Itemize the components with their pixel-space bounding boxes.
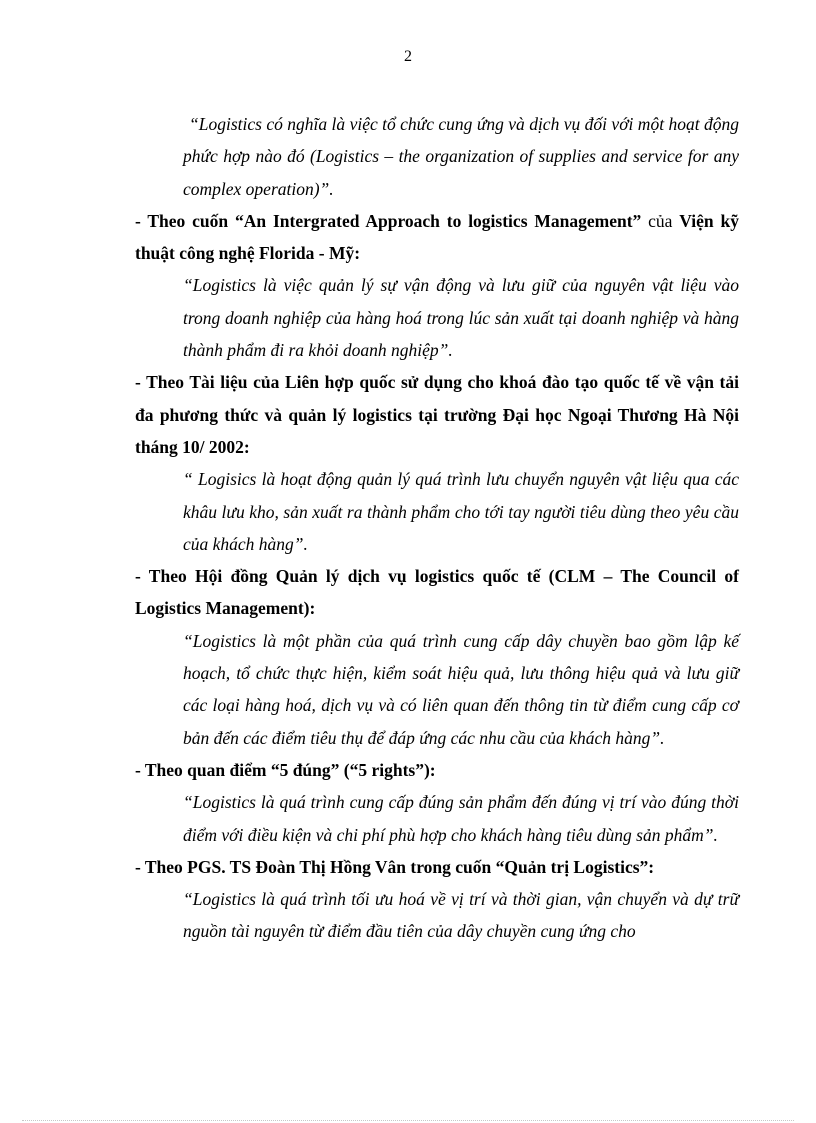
heading-florida-connector: của — [641, 210, 680, 231]
heading-5-rights: - Theo quan điểm “5 đúng” (“5 rights”): — [135, 759, 436, 780]
quote-definition-1: “Logistics có nghĩa là việc tổ chức cung ứng và dịch vụ đối với một hoạt động phức hợp nào đó (Logistics – the organization of supplies and service for any complex operation)”. — [183, 114, 739, 199]
heading-clm: - Theo Hội đồng Quản lý dịch vụ logistics quốc tế (CLM – The Council of Logistics Management): — [135, 566, 739, 619]
document-body — [135, 108, 739, 948]
quote-definition-3: “ Logisics là hoạt động quản lý quá trình lưu chuyển nguyên vật liệu qua các khâu lưu kho, sản xuất ra thành phẩm cho tới tay người tiêu dùng theo yêu cầu của khách hàng”. — [183, 469, 739, 554]
page-bottom-divider — [22, 1120, 794, 1121]
heading-florida-source: Viện kỹ thuật công nghệ Florida - Mỹ: — [135, 210, 739, 264]
quote-definition-5: “Logistics là quá trình cung cấp đúng sản phẩm đến đúng vị trí vào đúng thời điểm với điều kiện và chi phí phù hợp cho khách hàng tiêu dùng sản phẩm”. — [183, 792, 739, 845]
quote-definition-2: “Logistics là việc quản lý sự vận động và lưu giữ của nguyên vật liệu vào trong doanh nghiệp của hàng hoá trong lúc sản xuất tại doanh nghiệp và hàng thành phẩm đi ra khỏi doanh nghiệp”. — [183, 275, 739, 361]
quote-definition-6: “Logistics là quá trình tối ưu hoá về vị trí và thời gian, vận chuyển và dự trữ nguồn tài nguyên từ điểm đầu tiên của dây chuyền cung ứng cho — [183, 889, 739, 942]
heading-florida-institute — [135, 205, 739, 270]
heading-united-nations: - Theo Tài liệu của Liên hợp quốc sử dụng cho khoá đào tạo quốc tế về vận tải đa phương thức và quản lý logistics tại trường Đại học Ngoại Thương Hà Nội tháng 10/ 2002: — [135, 372, 739, 457]
page-number: 2 — [404, 48, 412, 65]
quote-definition-4: “Logistics là một phần của quá trình cung cấp dây chuyền bao gồm lập kế hoạch, tổ chức thực hiện, kiểm soát hiệu quả, lưu thông hiệu quả và lưu giữ các loại hàng hoá, dịch vụ và có liên quan đến thông tin từ điểm cung cấp cơ bản đến các điểm tiêu thụ để đáp ứng các nhu cầu của khách hàng”. — [183, 630, 739, 748]
heading-florida-title: - Theo cuốn “An Intergrated Approach to logistics Management” — [135, 210, 642, 231]
heading-doan-thi-hong-van: - Theo PGS. TS Đoàn Thị Hồng Vân trong cuốn “Quản trị Logistics”: — [135, 856, 655, 877]
